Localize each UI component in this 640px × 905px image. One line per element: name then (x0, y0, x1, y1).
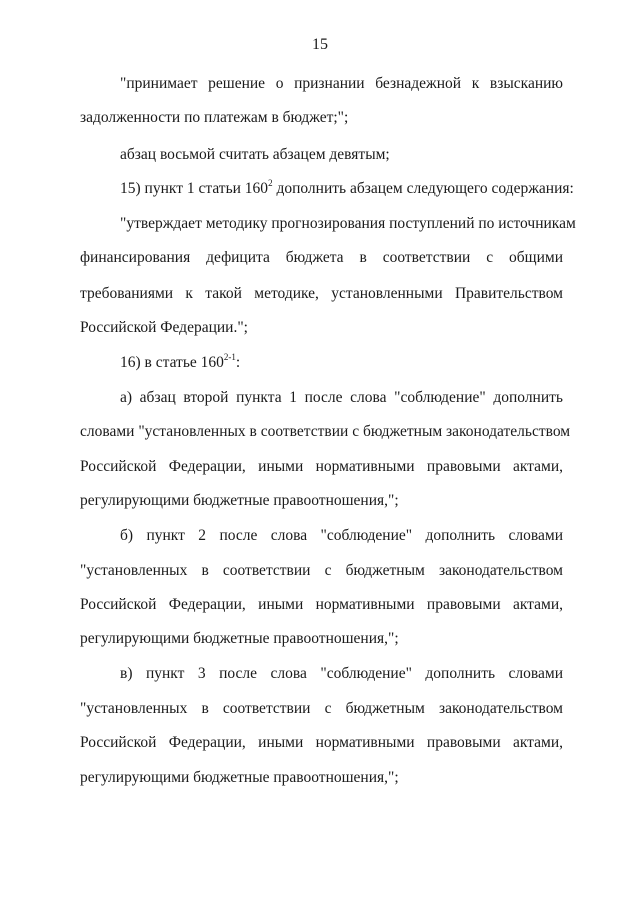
text-line: "утверждает методику прогнозирования поступлений по источникам (120, 215, 576, 232)
text-line: регулирующими бюджетные правоотношения,"; (80, 769, 399, 786)
text-line: словами "установленных в соответствии с бюджетным законодательством (80, 423, 571, 440)
text-line (120, 177, 574, 199)
page-number: 15 (312, 36, 328, 53)
text-line: регулирующими бюджетные правоотношения,"; (80, 630, 399, 647)
text-line: Российской Федерации, иными нормативными правовыми актами, (80, 734, 563, 751)
text-line: Российской Федерации."; (80, 319, 248, 336)
text-line: в) пункт 3 после слова "соблюдение" дополнить словами (120, 665, 563, 682)
text-line: "установленных в соответствии с бюджетным законодательством (80, 700, 563, 717)
text-segment: 16) в статье 160 (120, 354, 224, 371)
superscript: 2 (268, 177, 273, 188)
text-segment: 15) пункт 1 статьи 160 (120, 180, 269, 197)
text-line: Российской Федерации, иными нормативными правовыми актами, (80, 596, 563, 613)
text-line: регулирующими бюджетные правоотношения,"; (80, 492, 399, 509)
text-segment: дополнить абзацем следующего содержания: (272, 180, 574, 197)
text-line: "установленных в соответствии с бюджетным законодательством (80, 562, 563, 579)
text-line (120, 353, 563, 373)
text-line: требованиями к такой методике, установленными Правительством (80, 285, 563, 302)
text-segment: : (235, 354, 241, 371)
text-line: финансирования дефицита бюджета в соответствии с общими (80, 249, 563, 266)
text-line: задолженности по платежам в бюджет;"; (80, 109, 349, 126)
superscript: 2-1 (223, 351, 236, 362)
text-line: "принимает решение о признании безнадежной к взысканию (120, 75, 563, 92)
text-line: Российской Федерации, иными нормативными правовыми актами, (80, 458, 563, 475)
text-line: б) пункт 2 после слова "соблюдение" дополнить словами (120, 527, 563, 544)
text-line: а) абзац второй пункта 1 после слова "соблюдение" дополнить (120, 389, 563, 406)
text-line: абзац восьмой считать абзацем девятым; (120, 146, 390, 163)
